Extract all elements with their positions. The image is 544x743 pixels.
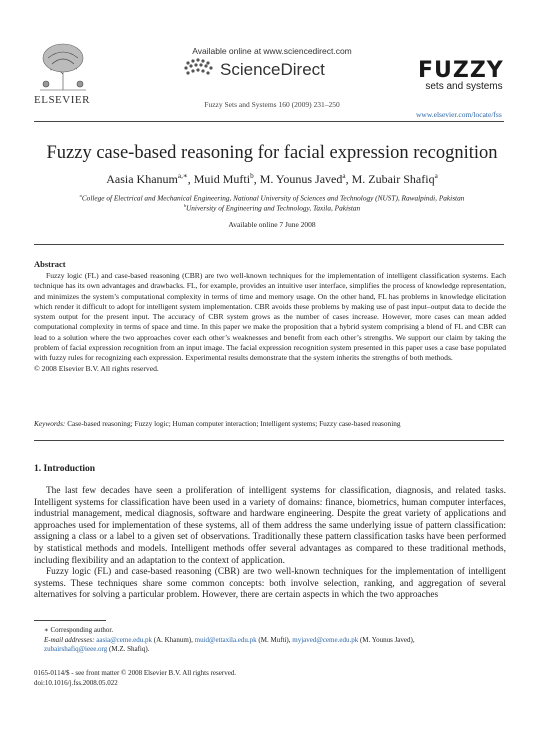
- abstract-bottom-rule: [34, 440, 504, 441]
- affil-mark: a: [79, 193, 82, 198]
- author-affil-mark: a,∗: [177, 172, 188, 180]
- affiliation: [60, 203, 484, 212]
- email-link[interactable]: muid@ettaxila.edu.pk: [194, 635, 257, 644]
- email-owner: (A. Khanum),: [153, 635, 193, 644]
- sciencedirect-mark-icon: [182, 58, 216, 84]
- author-name: M. Zubair Shafiq: [351, 172, 435, 186]
- available-date: Available online 7 June 2008: [228, 220, 316, 229]
- email-owner: (M. Mufti),: [258, 635, 291, 644]
- journal-logo-main: FUZZY: [418, 58, 504, 83]
- email-addresses: [34, 636, 506, 655]
- abstract-copyright: © 2008 Elsevier B.V. All rights reserved.: [34, 363, 159, 373]
- header-rule: [34, 121, 504, 122]
- email-link[interactable]: myjaved@ceme.edu.pk: [292, 635, 359, 644]
- journal-logo-sub: sets and systems: [425, 81, 503, 92]
- author-name: M. Younus Javed: [259, 172, 343, 186]
- email-owner: (M.Z. Shafiq).: [109, 645, 150, 653]
- author-name: Aasia Khanum: [106, 172, 178, 186]
- abstract-top-rule: [34, 244, 504, 245]
- doi-line[interactable]: doi:10.1016/j.fss.2008.05.022: [34, 678, 118, 687]
- author-affil-mark: a: [434, 172, 438, 180]
- affil-text: College of Electrical and Mechanical Engineering, National University of Sciences and Technology (NUST), Rawalpindi, Pakistan: [81, 193, 465, 203]
- affil-mark: b: [183, 203, 186, 208]
- paper-title: Fuzzy case-based reasoning for facial expression recognition: [46, 143, 498, 163]
- email-link[interactable]: aasia@ceme.edu.pk: [96, 635, 153, 644]
- sciencedirect-wordmark: ScienceDirect: [220, 60, 325, 79]
- email-label: E-mail addresses:: [44, 635, 95, 644]
- front-matter-block: [34, 669, 236, 688]
- intro-paragraph: The last few decades have seen a proliferation of intelligent systems for classification, diagnosis, and related tasks. Intelligent systems for classification have been used in a variety of domains: finance, biometrics, human computer interfaces, industrial management, medical diagnosis, software and hardware engineering. Despite the great variety of applications and approaches used for implementation of these systems, all of them address the same underlying issue of pattern classification: assigning a class or a label to a given set of observations. Traditionally these pattern classification tasks have been performed by statistical methods and models. Intelligent methods offer several advantages as compared to these traditional methods, including flexibility and an adaptation to the context of application.: [34, 486, 506, 566]
- publisher-name: ELSEVIER: [34, 94, 90, 106]
- journal-logo: [418, 60, 510, 100]
- author-affil-mark: b: [250, 172, 254, 180]
- affiliation: [60, 193, 484, 202]
- introduction-body: [34, 486, 506, 602]
- footnotes: [34, 626, 506, 655]
- abstract-heading: Abstract: [34, 259, 66, 269]
- section-heading-introduction: 1. Introduction: [34, 464, 96, 474]
- affil-text: University of Engineering and Technology, Taxila, Pakistan: [186, 203, 361, 213]
- keywords-list: Case-based reasoning; Fuzzy logic; Human computer interaction; Intelligent systems; Fuzzy case-based reasoning: [67, 419, 401, 428]
- corresponding-author-note: ∗ Corresponding author.: [44, 626, 114, 634]
- sciencedirect-logo: [182, 58, 362, 84]
- available-online-notice: Available online at www.sciencedirect.com: [192, 46, 352, 56]
- footnote-rule: [34, 620, 106, 621]
- abstract-text: Fuzzy logic (FL) and case-based reasoning (CBR) are two well-known techniques for the implementation of intelligent classification systems. Each technique has its own advantages and drawbacks. FL, for example, provides an intuitive user interface, simplifies the process of knowledge representation, and minimizes the system’s computational complexity in terms of time and memory usage. On the other hand, FL has problems in knowledge elicitation which render it difficult to adopt for intelligent system implementation. CBR avoids these problems by making use of past input–output data to decide the system output for the present input. The accuracy of CBR system grows as the number of cases increase. However, more cases can mean added computational complexity in terms of space and time. In this paper we make the proposition that a hybrid system comprising a blend of FL and CBR can lead to a solution where the two approaches cover each other’s weaknesses and benefit from each other’s strengths. We support our claim by taking the problem of facial expression recognition from an input image. The facial expression recognition system presented in this paper uses a case base populated with fuzzy rules for recognizing each expression. Experimental results demonstrate that the system inherits the strengths of both methods.: [34, 271, 506, 363]
- keywords-label: Keywords:: [34, 419, 66, 428]
- email-owner: (M. Younus Javed),: [359, 635, 415, 644]
- author-affil-mark: a: [342, 172, 346, 180]
- author-name: Muid Mufti: [193, 172, 251, 186]
- journal-reference: Fuzzy Sets and Systems 160 (2009) 231–250: [204, 100, 340, 109]
- email-link[interactable]: zubairshafiq@ieee.org: [44, 645, 108, 653]
- abstract-body: [34, 271, 506, 374]
- journal-url-link[interactable]: www.elsevier.com/locate/fss: [416, 110, 502, 119]
- front-matter-line: 0165-0114/$ - see front matter © 2008 Elsevier B.V. All rights reserved.: [34, 669, 237, 677]
- author-list: Aasia Khanum$^{a,∗}$, Muid Mufti$^b$, M. Younus Javed$^a$, M. Zubair Shafiq$^a$: [106, 172, 438, 186]
- intro-paragraph: Fuzzy logic (FL) and case-based reasoning (CBR) are two well-known techniques for the implementation of intelligent systems. These techniques share some common concepts: both involve selection, ranking, and aggregation of several alternatives for solving a particular problem. However, there are certain aspects in which the two approaches: [34, 567, 506, 601]
- elsevier-tree-icon: [34, 40, 92, 92]
- keywords: [34, 419, 506, 428]
